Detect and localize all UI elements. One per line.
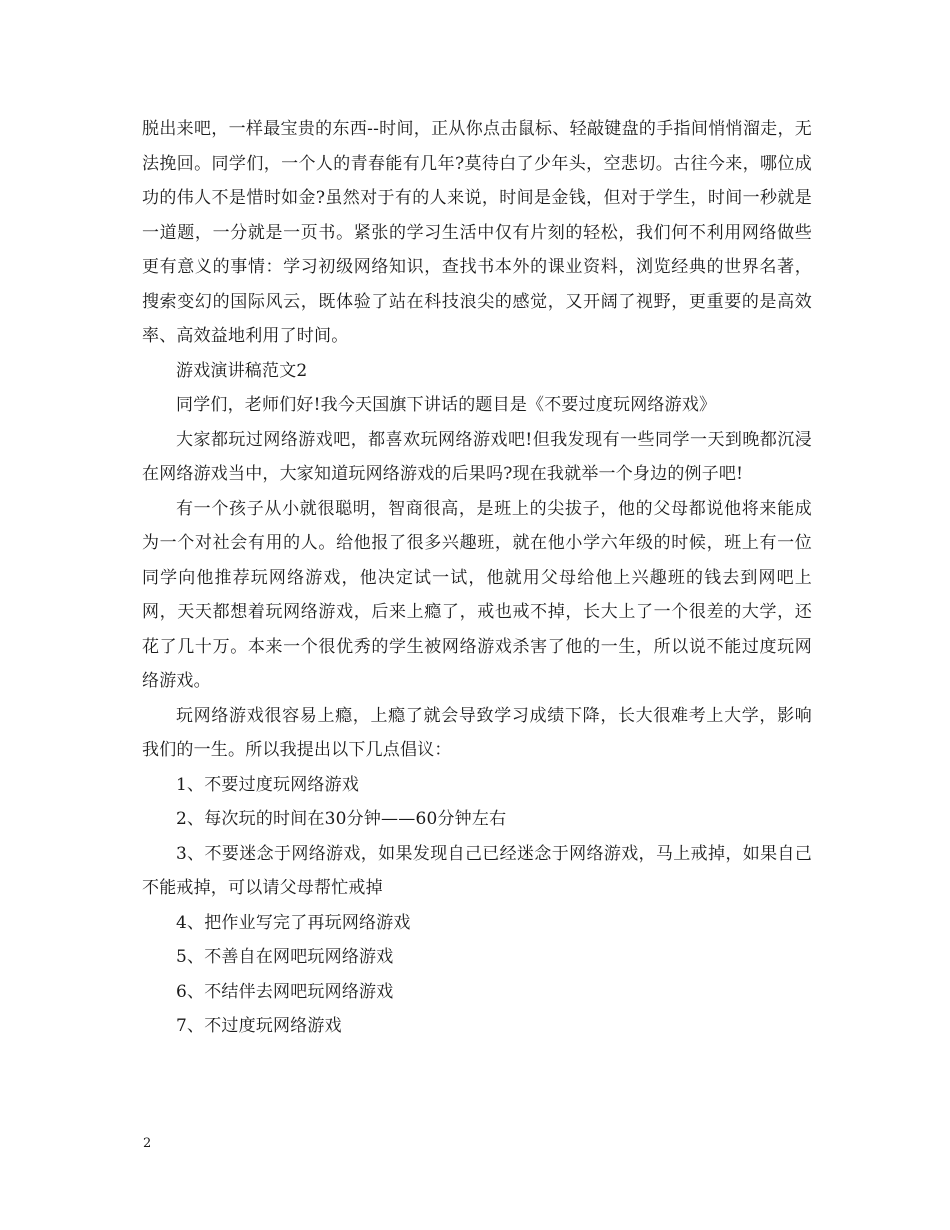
list-item: 1、不要过度玩网络游戏	[176, 774, 360, 795]
paragraph: 有一个孩子从小就很聪明，智商很高，是班上的尖拔子，他的父母都说他将来能成为一个对社会有用的人。给他报了很多兴趣班，就在他小学六年级的时候，班上有一位同学向他推荐玩网络游戏，他决定试一试，他就用父母给他上兴趣班的钱去到网吧上网，天天都想着玩网络游戏，后来上瘾了，戒也戒不掉，长大上了一个很差的大学，还花了几十万。本来一个很优秀的学生被网络游戏杀害了他的一生，所以说不能过度玩网络游戏。	[142, 498, 812, 691]
list-item: 3、不要迷念于网络游戏，如果发现自己已经迷念于网络游戏，马上戒掉，如果自己不能戒掉，可以请父母帮忙戒掉	[142, 843, 812, 898]
list-item: 2、每次玩的时间在30分钟——60分钟左右	[176, 809, 507, 829]
list-item: 7、不过度玩网络游戏	[176, 1016, 342, 1036]
paragraph: 玩网络游戏很容易上瘾，上瘾了就会导致学习成绩下降，长大很难考上大学，影响我们的一生。所以我提出以下几点倡议：	[142, 705, 812, 760]
paragraph-continuation: 脱出来吧，一样最宝贵的东西--时间，正从你点击鼠标、轻敲键盘的手指间悄悄溜走，无法挽回。同学们，一个人的青春能有几年?莫待白了少年头，空悲切。古往今来，哪位成功的伟人不是惜时如金?虽然对于有的人来说，时间是金钱，但对于学生，时间一秒就是一道题，一分就是一页书。紧张的学习生活中仅有片刻的轻松，我们何不利用网络做些更有意义的事情：学习初级网络知识，查找书本外的课业资料，浏览经典的世界名著，搜索变幻的国际风云，既体验了站在科技浪尖的感觉，又开阔了视野，更重要的是高效率、高效益地利用了时间。	[142, 119, 812, 346]
speech-title-line: 同学们，老师们好!我今天国旗下讲话的题目是《不要过度玩网络游戏》	[176, 395, 717, 415]
section-heading: 游戏演讲稿范文2	[176, 360, 308, 381]
document-body	[142, 112, 812, 1044]
paragraph: 大家都玩过网络游戏吧，都喜欢玩网络游戏吧!但我发现有一些同学一天到晚都沉浸在网络游戏当中，大家知道玩网络游戏的后果吗?现在我就举一个身边的例子吧!	[142, 429, 812, 484]
page-number: 2	[143, 1136, 152, 1151]
list-item: 6、不结伴去网吧玩网络游戏	[176, 981, 394, 1002]
list-item: 5、不善自在网吧玩网络游戏	[176, 947, 394, 967]
list-item: 4、把作业写完了再玩网络游戏	[176, 912, 411, 933]
